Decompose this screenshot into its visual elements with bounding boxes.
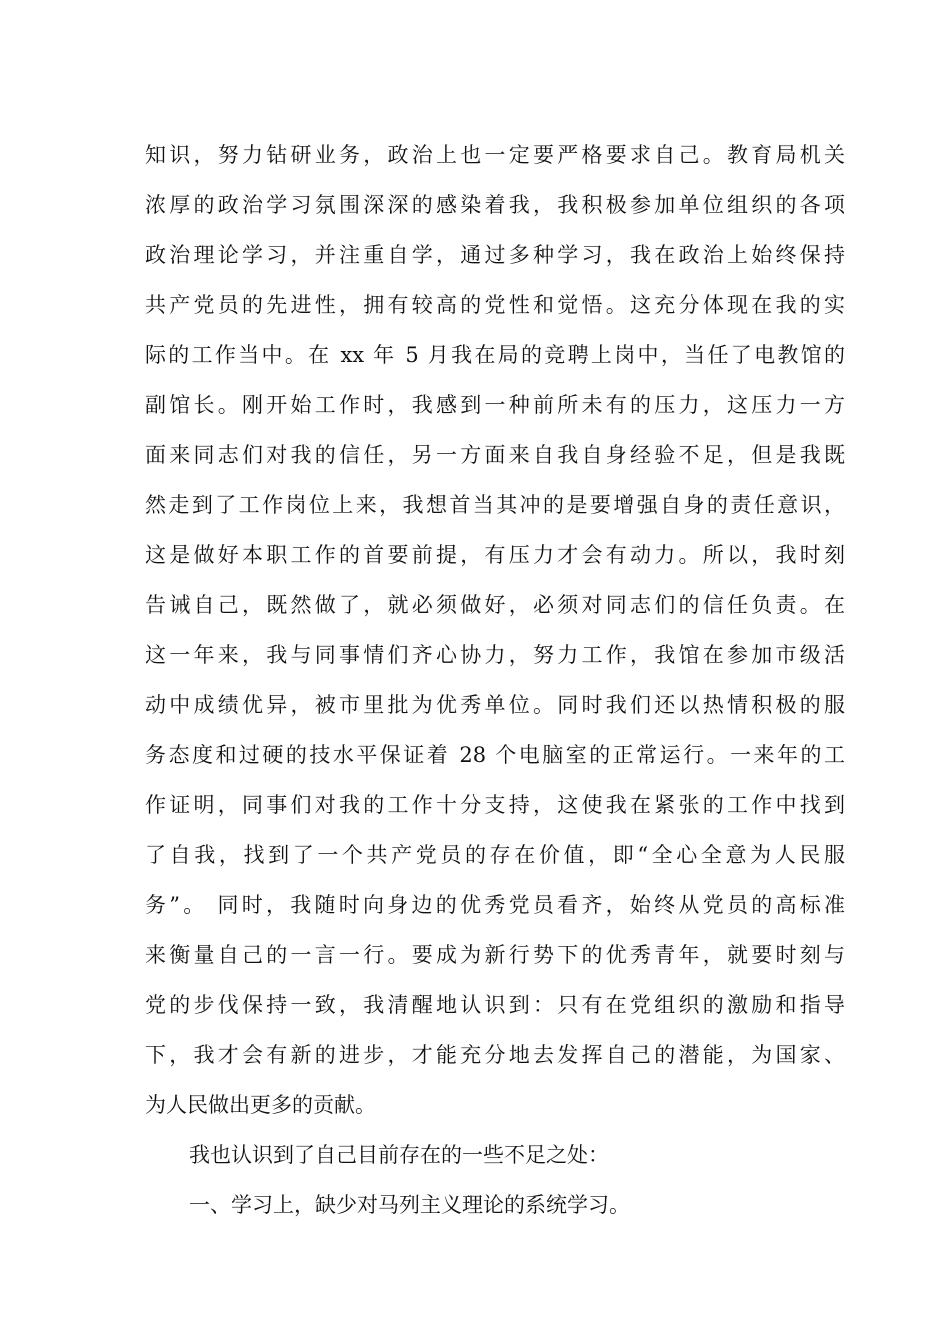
text-line: 共产党员的先进性，拥有较高的党性和觉悟。这充分体现在我的实 — [145, 293, 845, 317]
text-line: 动中成绩优异，被市里批为优秀单位。同时我们还以热情积极的服 — [145, 693, 845, 717]
text-line: 面来同志们对我的信任，另一方面来自我自身经验不足，但是我既 — [145, 443, 845, 467]
text-line: 党的步伐保持一致，我清醒地认识到：只有在党组织的激励和指导 — [145, 993, 845, 1017]
text-line: 知识，努力钻研业务，政治上也一定要严格要求自己。教育局机关 — [145, 143, 845, 167]
text-line: 下，我才会有新的进步，才能充分地去发挥自己的潜能，为国家、 — [145, 1043, 845, 1067]
body-text — [145, 130, 845, 1230]
text-line: 我也认识到了自己目前存在的一些不足之处： — [189, 1143, 609, 1167]
text-line: 了自我，找到了一个共产党员的存在价值，即“全心全意为人民服 — [145, 843, 845, 867]
text-line: 这一年来，我与同事情们齐心协力，努力工作，我馆在参加市级活 — [145, 643, 845, 667]
text-line: 际的工作当中。在 xx 年 5 月我在局的竞聘上岗中，当任了电教馆的 — [145, 343, 845, 367]
text-line: 务态度和过硬的技水平保证着 28 个电脑室的正常运行。一来年的工 — [145, 743, 845, 767]
text-line: 作证明，同事们对我的工作十分支持，这使我在紧张的工作中找到 — [145, 793, 845, 817]
text-line: 这是做好本职工作的首要前提，有压力才会有动力。所以，我时刻 — [145, 543, 845, 567]
text-line: 来衡量自己的一言一行。要成为新行势下的优秀青年，就要时刻与 — [145, 943, 845, 967]
text-line: 然走到了工作岗位上来，我想首当其冲的是要增强自身的责任意识， — [145, 493, 845, 517]
text-line: 务”。 同时，我随时向身边的优秀党员看齐，始终从党员的高标准 — [145, 893, 845, 917]
text-line: 为人民做出更多的贡献。 — [145, 1093, 376, 1117]
text-line: 浓厚的政治学习氛围深深的感染着我，我积极参加单位组织的各项 — [145, 193, 845, 217]
text-line: 告诫自己，既然做了，就必须做好，必须对同志们的信任负责。在 — [145, 593, 845, 617]
text-line: 政治理论学习，并注重自学，通过多种学习，我在政治上始终保持 — [145, 243, 845, 267]
text-line: 一、学习上，缺少对马列主义理论的系统学习。 — [189, 1193, 630, 1217]
text-line: 副馆长。刚开始工作时，我感到一种前所未有的压力，这压力一方 — [145, 393, 845, 417]
